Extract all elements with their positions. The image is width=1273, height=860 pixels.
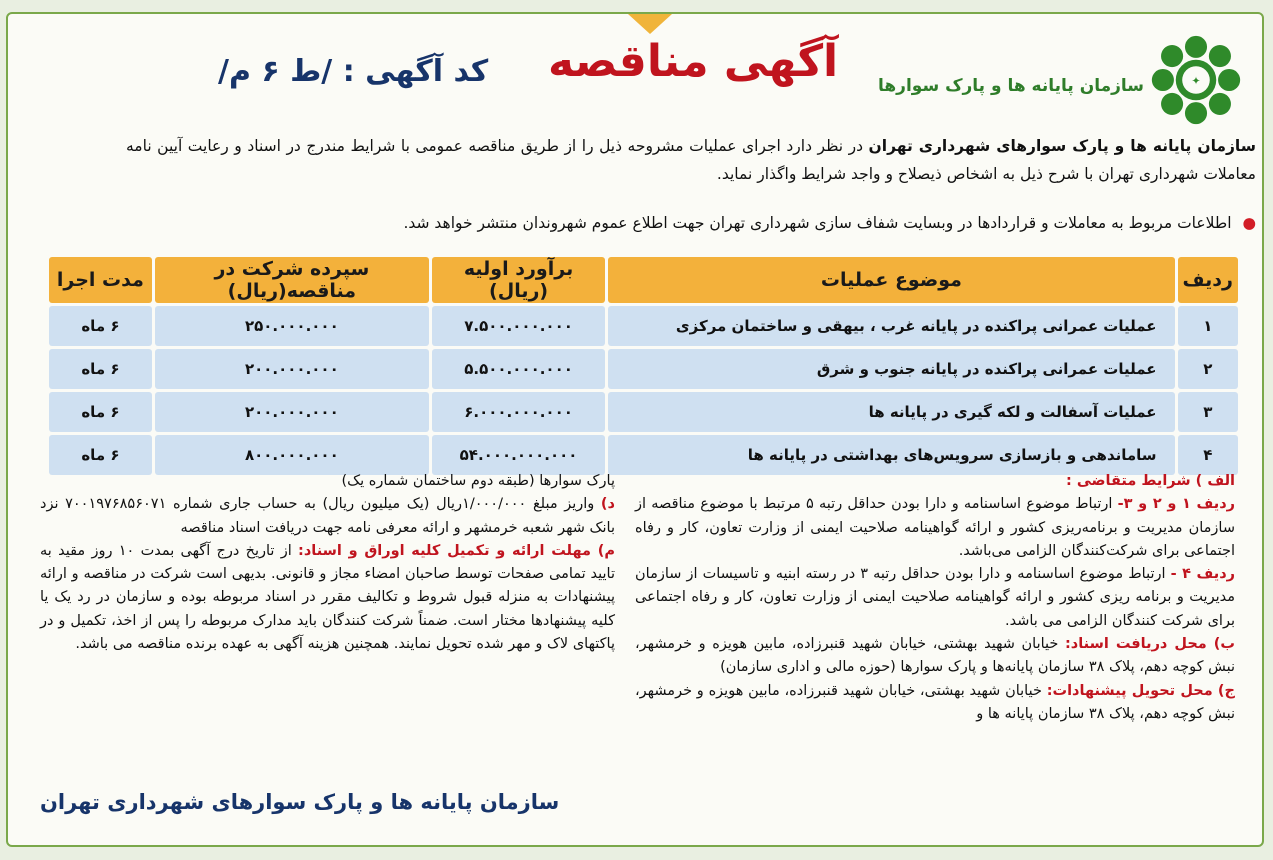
cell-duration: ۶ ماه [49, 392, 152, 432]
operations-table [46, 254, 1241, 478]
cell-deposit: ۲۰۰.۰۰۰.۰۰۰ [155, 349, 429, 389]
cell-deposit: ۲۰۰.۰۰۰.۰۰۰ [155, 392, 429, 432]
col-estimate: برآورد اولیه (ریال) [432, 257, 605, 303]
table-row [49, 435, 1238, 475]
cell-estimate: ۶.۰۰۰.۰۰۰.۰۰۰ [432, 392, 605, 432]
ad-code: کد آگهی : /ط ۶ م/ [218, 54, 489, 89]
cell-estimate: ۵۴.۰۰۰.۰۰۰.۰۰۰ [432, 435, 605, 475]
cell-deposit: ۸۰۰.۰۰۰.۰۰۰ [155, 435, 429, 475]
cell-row: ۳ [1178, 392, 1238, 432]
conditions-section [30, 470, 1245, 840]
cell-estimate: ۵.۵۰۰.۰۰۰.۰۰۰ [432, 349, 605, 389]
bid-delivery-continued: پارک سوارها (طبقه دوم ساختمان شماره یک) [341, 473, 615, 489]
intro-paragraph [126, 132, 1256, 188]
deadline-text: از تاریخ درج آگهی بمدت ۱۰ روز مقید به تایید تمامی صفحات توسط صاحبان امضاء مجاز و قانونی. بدیهی است شرکت در مناقصه و ارائه پیشنهادات به منزله قبول شروط و تکالیف مقرر در اسناد مربوطه بوده و سازمان در رد یک یا کلیه پیشنهادها مختار است. ضمناً شرکت کنندگان باید مدارک مربوطه را پس از اخذ، تکمیل و در پاکتهای لاک و مهر شده تحویل نمایند. همچنین هزینه آگهی به عهده برنده مناقصه می باشد. [40, 542, 615, 653]
payment-label: د) [600, 496, 615, 513]
col-deposit: سپرده شرکت در مناقصه(ریال) [155, 257, 429, 303]
table-row [49, 349, 1238, 389]
cell-subject: عملیات عمرانی پراکنده در پایانه جنوب و شرق [608, 349, 1174, 389]
ad-title: آگهی مناقصه [548, 36, 839, 87]
cell-duration: ۶ ماه [49, 435, 152, 475]
document-pickup-label: ب) محل دریافت اسناد: [1064, 636, 1235, 653]
cell-duration: ۶ ماه [49, 306, 152, 346]
intro-org: سازمان پایانه ها و پارک سوارهای شهرداری تهران [868, 137, 1256, 155]
table-row [49, 306, 1238, 346]
row-4-label: ردیف ۴ - [1170, 566, 1235, 583]
cell-row: ۱ [1178, 306, 1238, 346]
deadline-label: م) مهلت ارائه و تکمیل کلیه اوراق و اسناد: [298, 542, 615, 559]
footer-signature: سازمان پایانه ها و پارک سوارهای شهرداری تهران [40, 790, 560, 814]
cell-estimate: ۷.۵۰۰.۰۰۰.۰۰۰ [432, 306, 605, 346]
intro-text: در نظر دارد اجرای عملیات مشروحه ذیل را از طریق مناقصه عمومی با شرایط مندرج در اسناد و رعایت آیین نامه معاملات شهرداری تهران با شرح ذیل به اشخاص ذیصلاح و واجد شرایط واگذار نماید. [126, 137, 1256, 183]
cell-duration: ۶ ماه [49, 349, 152, 389]
transparency-note [126, 214, 1256, 232]
table-header-row [49, 257, 1238, 303]
conditions-right-column [635, 470, 1235, 726]
conditions-left-column [40, 470, 615, 656]
col-duration: مدت اجرا [49, 257, 152, 303]
tehran-municipality-logo-icon [1150, 34, 1242, 126]
cell-subject: ساماندهی و بازسازی سرویس‌های بهداشتی در پایانه ها [608, 435, 1174, 475]
cell-deposit: ۲۵۰.۰۰۰.۰۰۰ [155, 306, 429, 346]
table-row [49, 392, 1238, 432]
cell-row: ۴ [1178, 435, 1238, 475]
rows-123-label: ردیف ۱ و ۲ و ۳- [1117, 496, 1236, 513]
org-name: سازمان پایانه ها و پارک سوارها [878, 76, 1144, 96]
bullet-icon: ● [1242, 214, 1256, 232]
col-row: ردیف [1178, 257, 1238, 303]
cell-subject: عملیات عمرانی پراکنده در پایانه غرب ، بیهقی و ساختمان مرکزی [608, 306, 1174, 346]
ad-header [8, 14, 1262, 124]
payment-text: واریز مبلغ ۱/۰۰۰/۰۰۰ریال (یک میلیون ریال) به حساب جاری شماره ۷۰۰۱۹۷۶۸۵۶۰۷۱ نزد بانک شهر شعبه خرمشهر و ارائه معرفی نامه جهت دریافت اسناد مناقصه [40, 496, 615, 536]
bid-delivery-text: خیابان شهید بهشتی، خیابان شهید قنبرزاده، مابین هویزه و خرمشهر، نبش کوچه دهم، پلاک ۳۸ سازمان پایانه ها و [635, 682, 1235, 722]
cell-row: ۲ [1178, 349, 1238, 389]
document-pickup-text: خیابان شهید بهشتی، خیابان شهید قنبرزاده، مابین هویزه و خرمشهر، نبش کوچه دهم، پلاک ۳۸ سازمان پایانه‌ها و پارک سوارها (حوزه مالی و اداری سازمان) [635, 636, 1235, 676]
row-4-text: ارتباط موضوع اساسنامه و دارا بودن حداقل رتبه ۳ در رسته ابنیه و تاسیسات از سازمان مدیریت و برنامه ریزی کشور و ارائه گواهینامه صلاحیت ایمنی از وزارت تعاون، کار و رفاه اجتماعی برای شرکت کنندگان الزامی می باشد. [635, 566, 1235, 629]
transparency-text: اطلاعات مربوط به معاملات و قراردادها در وبسایت شفاف سازی شهرداری تهران جهت اطلاع عموم شهروندان منتشر خواهد شد. [403, 214, 1232, 232]
bid-delivery-label: ج) محل تحویل پیشنهادات: [1046, 682, 1235, 699]
cell-subject: عملیات آسفالت و لکه گیری در پایانه ها [608, 392, 1174, 432]
conditions-heading: الف ) شرایط متقاضی : [1066, 473, 1235, 489]
svg-text:✦: ✦ [1191, 74, 1201, 88]
col-subject: موضوع عملیات [608, 257, 1174, 303]
rows-123-text: ارتباط موضوع اساسنامه و دارا بودن حداقل رتبه ۵ مرتبط با موضوع مناقصه از سازمان مدیریت و برنامه‌ریزی کشور و ارائه گواهینامه صلاحیت ایمنی از وزارت تعاون، کار و رفاه اجتماعی برای شرکت‌کنندگان الزامی می‌باشد. [635, 496, 1235, 559]
